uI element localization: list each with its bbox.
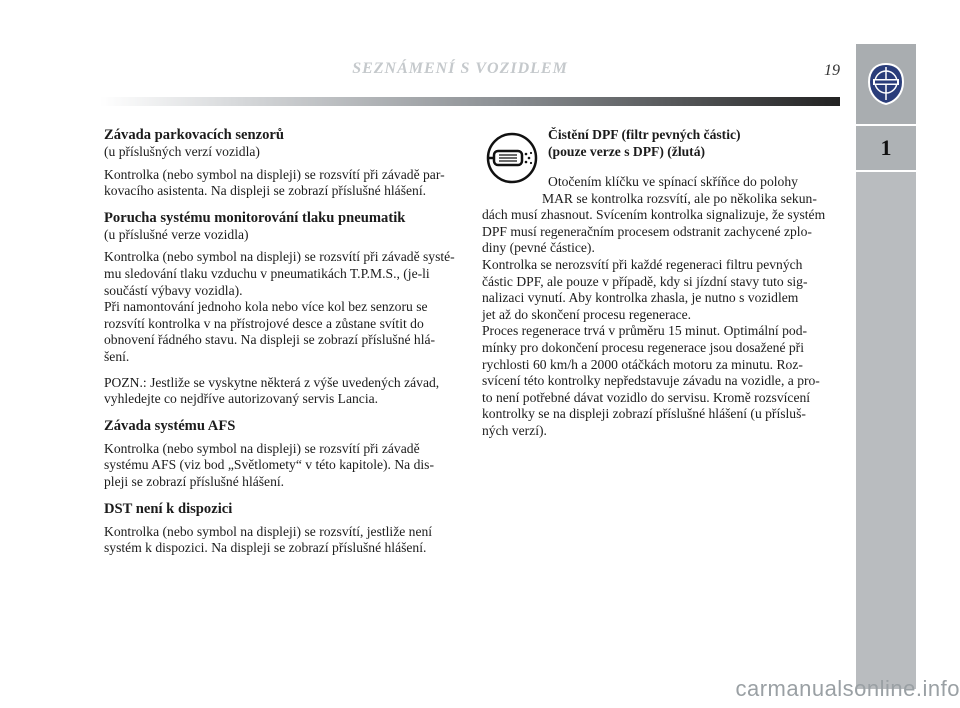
paragraph-line: systém k dispozici. Na displeji se zobrazí příslušné hlášení. (104, 540, 427, 556)
paragraph-line: šení. (104, 348, 130, 364)
section-subtitle: (u příslušné verze vozidla) (104, 226, 249, 242)
paragraph-line: to není potřebné dávat vozidlo do servisu. Kromě rozsvícení (482, 389, 811, 405)
paragraph-line: rozsvítí kontrolka v na přístrojové desce a zůstane svítit do (104, 315, 424, 331)
paragraph-line: dách musí zhasnout. Svícením kontrolka signalizuje, že systém (482, 207, 826, 223)
paragraph-line: pleji se zobrazí příslušné hlášení. (104, 473, 285, 489)
lancia-shield-logo-icon (866, 62, 906, 106)
paragraph-line: systému AFS (viz bod „Světlomety“ v této kapitole). Na dis- (104, 457, 434, 473)
note-line: vyhledejte co nejdříve autorizovaný servis Lancia. (104, 391, 379, 407)
paragraph-line: svícení této kontrolky nepředstavuje závadu na vozidle, a pro- (482, 373, 820, 389)
paragraph-line: Kontrolka (nebo symbol na displeji) se rozsvítí při závadě par- (104, 166, 445, 182)
note-line: POZN.: Jestliže se vyskytne některá z výše uvedených závad, (104, 374, 440, 390)
section-subtitle: (u příslušných verzí vozidla) (104, 144, 260, 159)
paragraph-line: diny (pevné částice). (482, 240, 595, 256)
watermark: carmanualsonline.info (735, 676, 960, 701)
left-column (104, 126, 460, 557)
running-header-title: SEZNÁMENÍ S VOZIDLEM (352, 60, 568, 77)
dpf-title-line: Čistění DPF (filtr pevných částic) (548, 127, 741, 142)
paragraph-line: nalizaci vynutí. Aby kontrolka zhasla, je nutno s vozidlem (482, 290, 799, 306)
paragraph-line: součástí výbavy vozidla). (104, 282, 243, 298)
section-title-tpms: Porucha systému monitorování tlaku pneumatik (104, 209, 406, 226)
section-title-parking-sensors: Závada parkovacích senzorů (104, 127, 284, 143)
paragraph-line: částic DPF, ale pouze v případě, kdy si jízdní stavy tuto sig- (482, 273, 808, 289)
sidebar-divider (856, 170, 916, 172)
paragraph-line: kontrolky se na displeji zobrazí příslušné hlášení (u přísluš- (482, 406, 806, 422)
paragraph-line: obnovení řádného stavu. Na displeji se zobrazí příslušné hlá- (104, 332, 436, 348)
paragraph-line: Kontrolka (nebo symbol na displeji) se rozsvítí při závadě systé- (104, 249, 455, 265)
paragraph-line: MAR se kontrolka rozsvítí, ale po několika sekun- (542, 190, 817, 206)
dpf-heading-block (482, 126, 838, 174)
dpf-section-title (548, 126, 741, 160)
paragraph-line: ných verzí). (482, 422, 547, 438)
dpf-filter-icon (484, 132, 540, 184)
paragraph-line: DPF musí regeneračním procesem odstranit zachycené zplo- (482, 223, 812, 239)
paragraph-line: Kontrolka (nebo symbol na displeji) se rozsvítí, jestliže není (104, 523, 433, 539)
paragraph-line: jet až do skončení procesu regenerace. (482, 306, 692, 322)
section-title-afs: Závada systému AFS (104, 417, 236, 434)
section-title-dst: DST není k dispozici (104, 500, 233, 517)
paragraph-line: Kontrolka se nerozsvítí při každé regeneraci filtru pevných (482, 256, 803, 272)
dpf-title-line: (pouze verze s DPF) (žlutá) (548, 144, 706, 159)
paragraph-line: rychlosti 60 km/h a 2000 otáčkách motoru za minutu. Roz- (482, 356, 803, 372)
paragraph-line: kovacího asistenta. Na displeji se zobrazí příslušné hlášení. (104, 183, 427, 199)
paragraph-line: Proces regenerace trvá v průměru 15 minut. Optimální pod- (482, 323, 808, 339)
chapter-number-tab: 1 (856, 126, 916, 170)
paragraph-line: mu sledování tlaku vzduchu v pneumatikách T.P.M.S., (je-li (104, 265, 430, 281)
paragraph-line: Otočením klíčku ve spínací skříňce do polohy (548, 174, 798, 189)
page-number: 19 (824, 62, 840, 79)
paragraph-line: Kontrolka (nebo symbol na displeji) se rozsvítí při závadě (104, 440, 420, 456)
paragraph-line: mínky pro dokončení procesu regenerace jsou dosažené při (482, 339, 804, 355)
paragraph-line: Při namontování jednoho kola nebo více kol bez senzoru se (104, 299, 428, 315)
header-rule (100, 97, 840, 106)
right-column (482, 126, 838, 440)
